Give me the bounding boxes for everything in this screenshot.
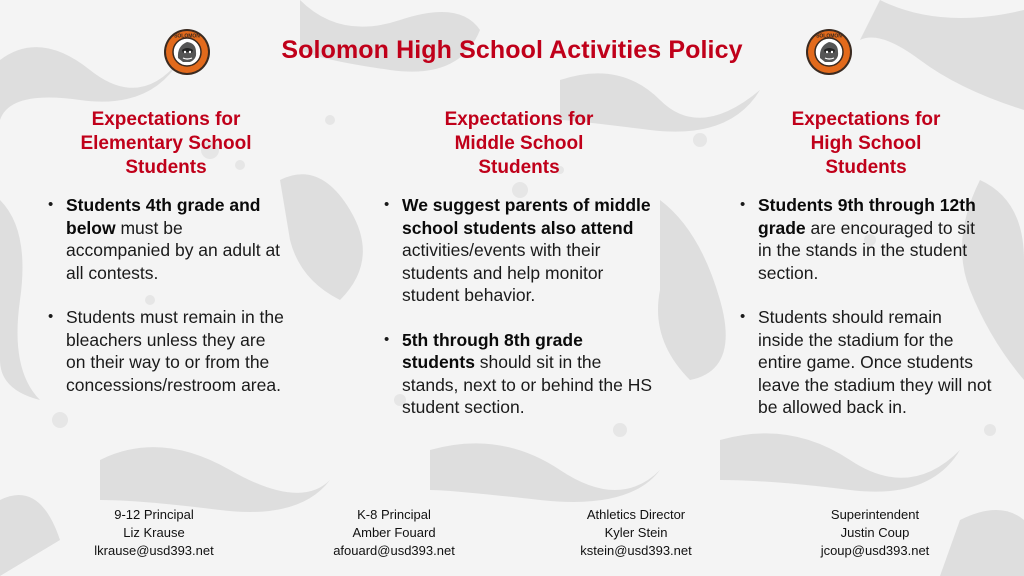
contact-email[interactable]: afouard@usd393.net (333, 543, 455, 558)
bullet-list (384, 194, 654, 419)
school-logo-right (805, 28, 853, 76)
list-item: • Students must remain in the bleachers unless they are on their way to or from the concessions/restroom area. (48, 306, 284, 396)
list-item: • We suggest parents of middle school students also attend activities/events with their students and help monitor student behavior. (384, 194, 654, 307)
contact-athletics-director (526, 506, 746, 560)
column-heading: Expectations for High School Students (791, 109, 941, 178)
page-title: Solomon High School Activities Policy (281, 36, 743, 64)
logo-text: SOLOMON (816, 33, 842, 40)
contact-role: Superintendent (830, 507, 920, 522)
list-item: • Students 9th through 12th grade are encouraged to sit in the stands in the student section. (740, 194, 992, 284)
contact-role: 9-12 Principal (114, 507, 194, 522)
bullet-list (740, 194, 992, 419)
contact-email[interactable]: kstein@usd393.net (580, 543, 692, 558)
contact-role: Athletics Director (586, 507, 686, 522)
contact-superintendent (765, 506, 985, 560)
contact-name: Justin Coup (840, 525, 910, 540)
contact-email[interactable]: lkrause@usd393.net (94, 543, 214, 558)
list-item: • Students should remain inside the stadium for the entire game. Once students leave the stadium they will not be allowed back in. (740, 306, 992, 419)
school-logo-left (163, 28, 211, 76)
contact-role: K-8 Principal (357, 507, 431, 522)
contact-email[interactable]: jcoup@usd393.net (820, 543, 930, 558)
contact-name: Kyler Stein (604, 525, 668, 540)
high-school-column (740, 108, 992, 441)
column-heading: Expectations for Middle School Students (444, 109, 594, 178)
elementary-column (48, 108, 284, 418)
contact-name: Liz Krause (123, 525, 185, 540)
column-heading: Expectations for Elementary School Students (80, 109, 252, 178)
contact-name: Amber Fouard (352, 525, 436, 540)
list-item: • Students 4th grade and below must be accompanied by an adult at all contests. (48, 194, 284, 284)
logo-text: SOLOMON (174, 33, 200, 40)
bullet-list (48, 194, 284, 396)
header (0, 28, 1024, 76)
contact-principal-9-12 (44, 506, 264, 560)
list-item: • 5th through 8th grade students should sit in the stands, next to or behind the HS student section. (384, 329, 654, 419)
contact-principal-k-8 (284, 506, 504, 560)
middle-school-column (384, 108, 654, 441)
